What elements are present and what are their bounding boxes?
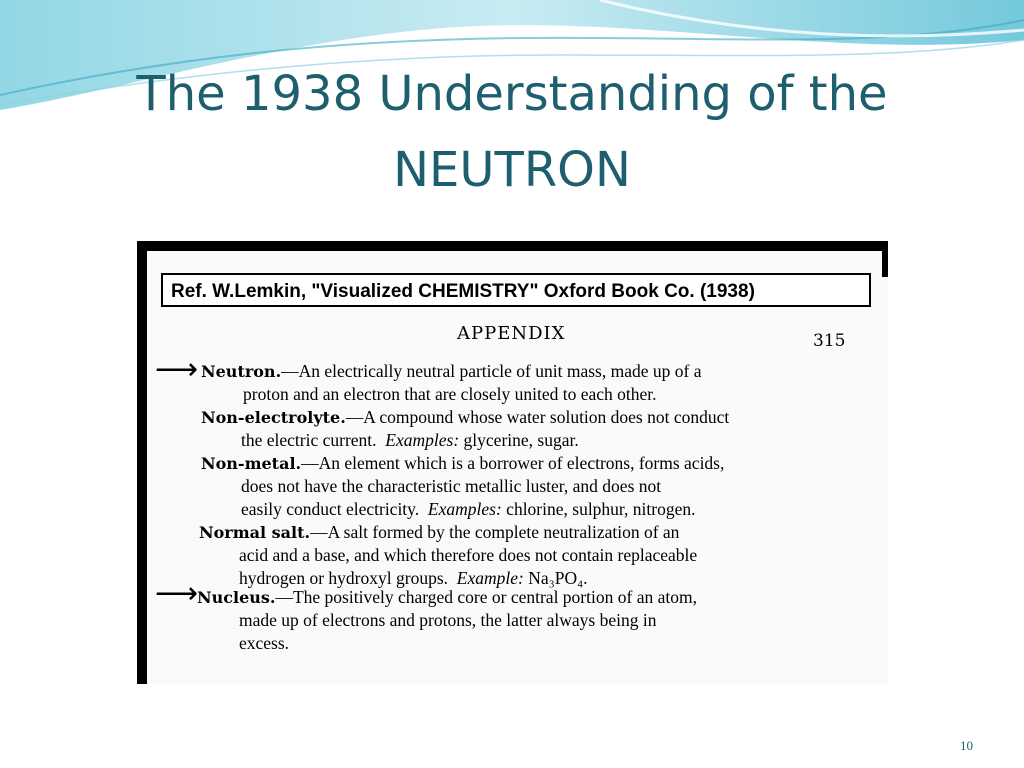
entry-nucleus-line1: Nucleus.—The positively charged core or central portion of an atom,: [197, 587, 697, 607]
slide-title-line-2: NEUTRON: [393, 142, 631, 198]
scan-border-top: [137, 241, 888, 251]
entry-nucleus-line2: made up of electrons and protons, the latter always being in: [239, 610, 657, 630]
scan-border-left: [137, 241, 147, 684]
term-non-electrolyte: Non-electrolyte.: [201, 408, 346, 427]
entry-neutron-line2: proton and an electron that are closely united to each other.: [243, 384, 657, 404]
entry-normal-salt-line1: Normal salt.—A salt formed by the complete neutralization of an: [199, 522, 680, 542]
slide-number: 10: [960, 738, 973, 753]
slide-title-line-1: The 1938 Understanding of the: [136, 66, 888, 122]
appendix-heading: APPENDIX: [457, 323, 566, 344]
entry-non-electrolyte-line1: Non-electrolyte.—A compound whose water solution does not conduct: [201, 407, 730, 427]
entry-non-electrolyte-line2: the electric current. Examples: glycerine, sugar.: [241, 430, 579, 450]
term-normal-salt: Normal salt.: [199, 523, 311, 542]
scan-border-right: [882, 241, 888, 277]
entry-nucleus-line3: excess.: [239, 633, 290, 653]
scanned-book-page: [137, 241, 888, 684]
right-arrow-icon: ⟶: [155, 352, 199, 387]
term-non-metal: Non-metal.: [201, 454, 302, 473]
entry-normal-salt-line2: acid and a base, and which therefore does not contain replaceable: [239, 545, 698, 565]
page-number: 315: [813, 331, 846, 351]
term-neutron: Neutron.: [201, 362, 282, 381]
entry-non-metal-line1: Non-metal.—An element which is a borrower of electrons, forms acids,: [201, 453, 725, 473]
entry-neutron-line1: Neutron.—An electrically neutral particle of unit mass, made up of a: [201, 361, 702, 381]
term-nucleus: Nucleus.: [197, 588, 276, 607]
right-arrow-icon: ⟶: [155, 576, 199, 611]
reference-box: Ref. W.Lemkin, "Visualized CHEMISTRY" Oxford Book Co. (1938): [161, 273, 871, 307]
entry-non-metal-line3: easily conduct electricity. Examples: chlorine, sulphur, nitrogen.: [241, 499, 696, 519]
entry-normal-salt-line3: hydrogen or hydroxyl groups. Example: Na₃PO₄.: [239, 568, 588, 588]
entry-non-metal-line2: does not have the characteristic metallic luster, and does not: [241, 476, 662, 496]
